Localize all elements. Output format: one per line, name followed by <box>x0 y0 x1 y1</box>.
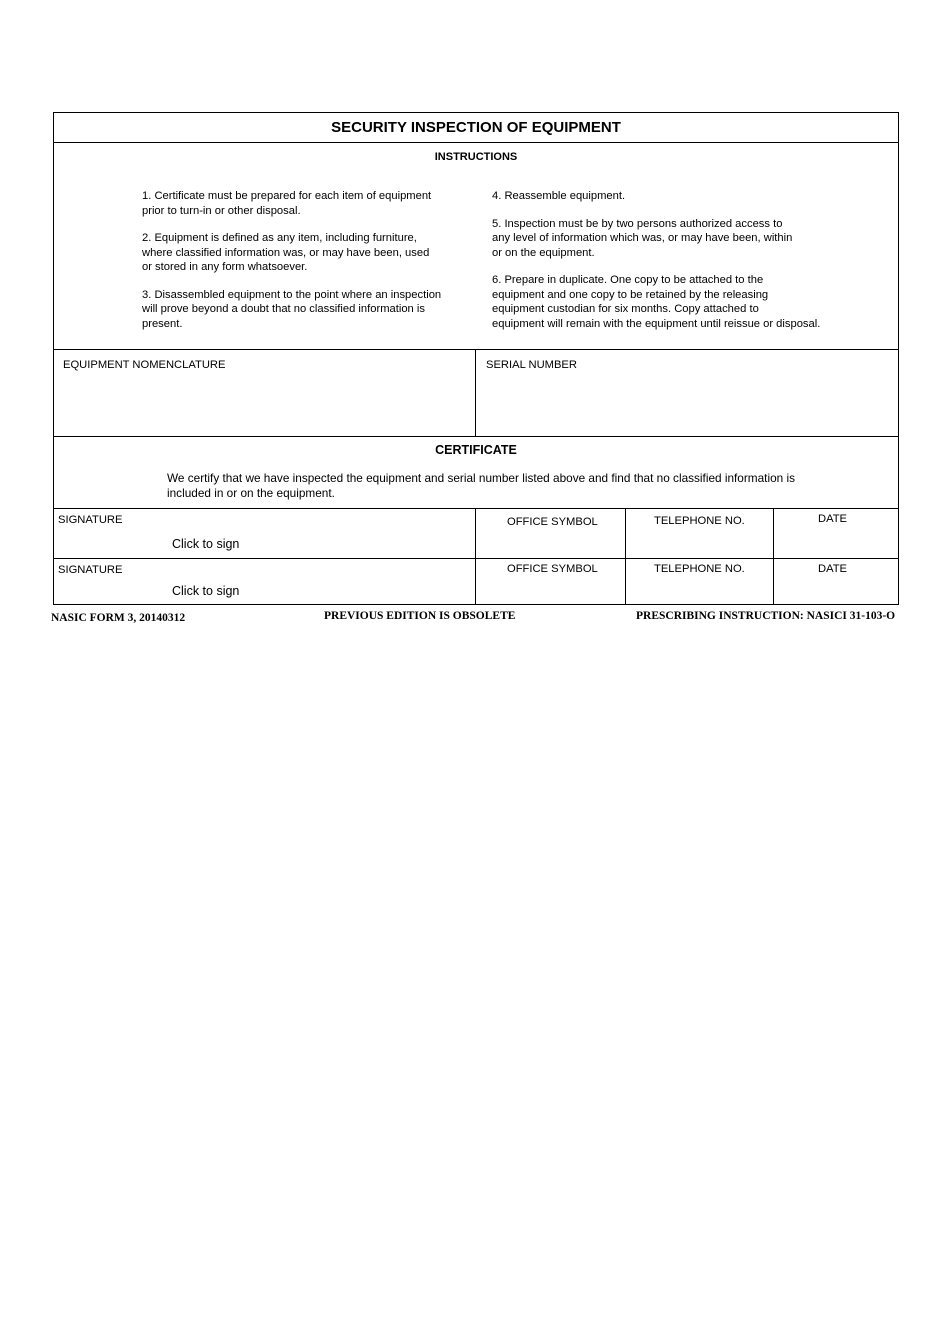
equipment-nomenclature-label: EQUIPMENT NOMENCLATURE <box>63 359 226 371</box>
divider <box>54 436 898 437</box>
divider <box>773 508 774 605</box>
date-label: DATE <box>818 563 848 575</box>
instruction-item: 2. Equipment is defined as any item, including furniture, where classified information was, or may have been, used or stored in any form whatsoever. <box>142 232 430 273</box>
signature-label: SIGNATURE <box>58 564 123 576</box>
certificate-text: We certify that we have inspected the equipment and serial number listed above and find that no classified information is included in or on the equipment. <box>167 471 795 500</box>
signature-label: SIGNATURE <box>58 514 123 526</box>
prescribing-instruction: PRESCRIBING INSTRUCTION: NASICI 31-103-O <box>636 610 896 622</box>
click-to-sign-link[interactable]: Click to sign <box>172 584 240 598</box>
instructions-right-column <box>492 189 892 344</box>
office-symbol-label: OFFICE SYMBOL <box>507 563 598 575</box>
serial-number-field[interactable] <box>478 375 896 433</box>
click-to-sign-link[interactable]: Click to sign <box>172 537 240 551</box>
divider <box>475 349 476 436</box>
security-inspection-form <box>53 112 899 605</box>
divider <box>475 508 476 605</box>
instruction-item: 3. Disassembled equipment to the point where an inspection will prove beyond a doubt that no classified information is present. <box>142 288 442 330</box>
equipment-nomenclature-field[interactable] <box>55 375 473 433</box>
instruction-item: 6. Prepare in duplicate. One copy to be attached to the equipment and one copy to be retained by the releasing equipment custodian for six months. Copy attached to equipment will remain with the equipment until reissue or disposal. <box>492 274 821 330</box>
form-number: NASIC FORM 3, 20140312 <box>51 612 186 624</box>
form-title: SECURITY INSPECTION OF EQUIPMENT <box>331 119 621 136</box>
divider <box>54 142 898 143</box>
divider <box>54 558 898 559</box>
divider <box>54 349 898 350</box>
instruction-item: 1. Certificate must be prepared for each item of equipment prior to turn-in or other disposal. <box>142 190 432 217</box>
instructions-heading: INSTRUCTIONS <box>434 151 518 163</box>
divider <box>54 508 898 509</box>
instructions-left-column <box>142 189 472 344</box>
serial-number-label: SERIAL NUMBER <box>486 359 577 371</box>
telephone-label: TELEPHONE NO. <box>654 515 745 527</box>
divider <box>625 508 626 605</box>
instruction-item: 5. Inspection must be by two persons authorized access to any level of information which was, or may have been, within or on the equipment. <box>492 217 793 259</box>
telephone-label: TELEPHONE NO. <box>654 563 745 575</box>
certificate-heading: CERTIFICATE <box>435 443 517 457</box>
instruction-item: 4. Reassemble equipment. <box>492 190 626 202</box>
office-symbol-label: OFFICE SYMBOL <box>507 516 598 528</box>
edition-note: PREVIOUS EDITION IS OBSOLETE <box>324 610 516 622</box>
date-label: DATE <box>818 513 848 525</box>
